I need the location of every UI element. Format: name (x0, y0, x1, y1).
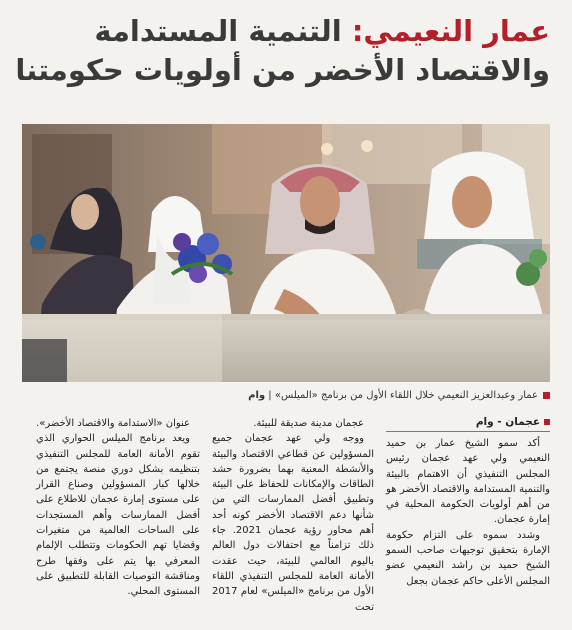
paragraph: أكد سمو الشيخ عمار بن حميد النعيمي ولي عهد عجمان رئيس المجلس التنفيذي أن الاهتمام بالبيئة والتنمية المستدامة والاقتصاد الأخضر هو من أهم أولويات الحكومة المحلية في إمارة عجمان. (386, 438, 550, 526)
paragraph: عجمان مدينة صديقة للبيئة. (253, 418, 364, 429)
dateline (386, 414, 550, 432)
paragraph: وشدد سموه على التزام حكومة الإمارة بتحقيق توجيهات صاحب السمو الشيخ حميد بن راشد النعيمي عضو المجلس الأعلى حاكم عجمان بجعل (386, 529, 550, 587)
headline-line-2: والاقتصاد الأخضر من أولويات حكومتنا (15, 53, 550, 87)
bullet-square-icon (543, 392, 550, 399)
news-photo (22, 124, 550, 382)
headline (15, 12, 550, 90)
headline-name: عمار النعيمي: (351, 14, 550, 48)
headline-line-1 (22, 12, 550, 50)
caption-text: عمار وعبدالعزيز النعيمي خلال اللقاء الأول من برنامج «الميلس» (274, 390, 538, 401)
dateline-text: عجمان - وام (475, 416, 540, 428)
caption-separator: | (268, 390, 272, 401)
article-column-1 (386, 414, 550, 589)
photo-caption (22, 386, 550, 406)
article-column-2 (212, 416, 374, 615)
bullet-square-icon (544, 419, 550, 425)
caption-source: وام (248, 390, 266, 401)
headline-line-1-rest: التنمية المستدامة (94, 14, 352, 48)
paragraph: ويعد برنامج الميلس الحواري الذي تقوم الأمانة العامة للمجلس التنفيذي بتنظيمه بشكل دوري منصة يجتمع من خلالها كبار المسؤولين وصناع القرار على مستوى إمارة عجمان للاطلاع على أفضل الممارسات وأهم المستجدات على الساحات العالمية من متغيرات وقضايا تهم الحكومات وتتطلب الإلمام المعرفي بها يتم على وفقها طرح ومناقشة التوصيات القابلة للتطبيق على المستوى المحلي. (36, 433, 200, 598)
article-column-3 (36, 416, 200, 600)
paragraph: عنوان «الاستدامة والاقتصاد الأخضر». (36, 418, 190, 429)
paragraph: ووجه ولي عهد عجمان جميع المسؤولين عن قطاعي الاقتصاد والبيئة والأنشطة المعنية بهما بضرورة حشد الطاقات والإمكانات للحفاظ على البيئة وتطبيق أفضل الممارسات التي من شأنها دعم الاقتصاد الأخضر كونه أحد أهم محاور رؤية عجمان 2021. جاء ذلك تزامناً مع احتفالات دول العالم باليوم العالمي للبيئة، حيث عقدت الأمانة العامة للمجلس التنفيذي اللقاء الأول من برنامج «الميلس» لعام 2017 تحت (212, 433, 374, 613)
